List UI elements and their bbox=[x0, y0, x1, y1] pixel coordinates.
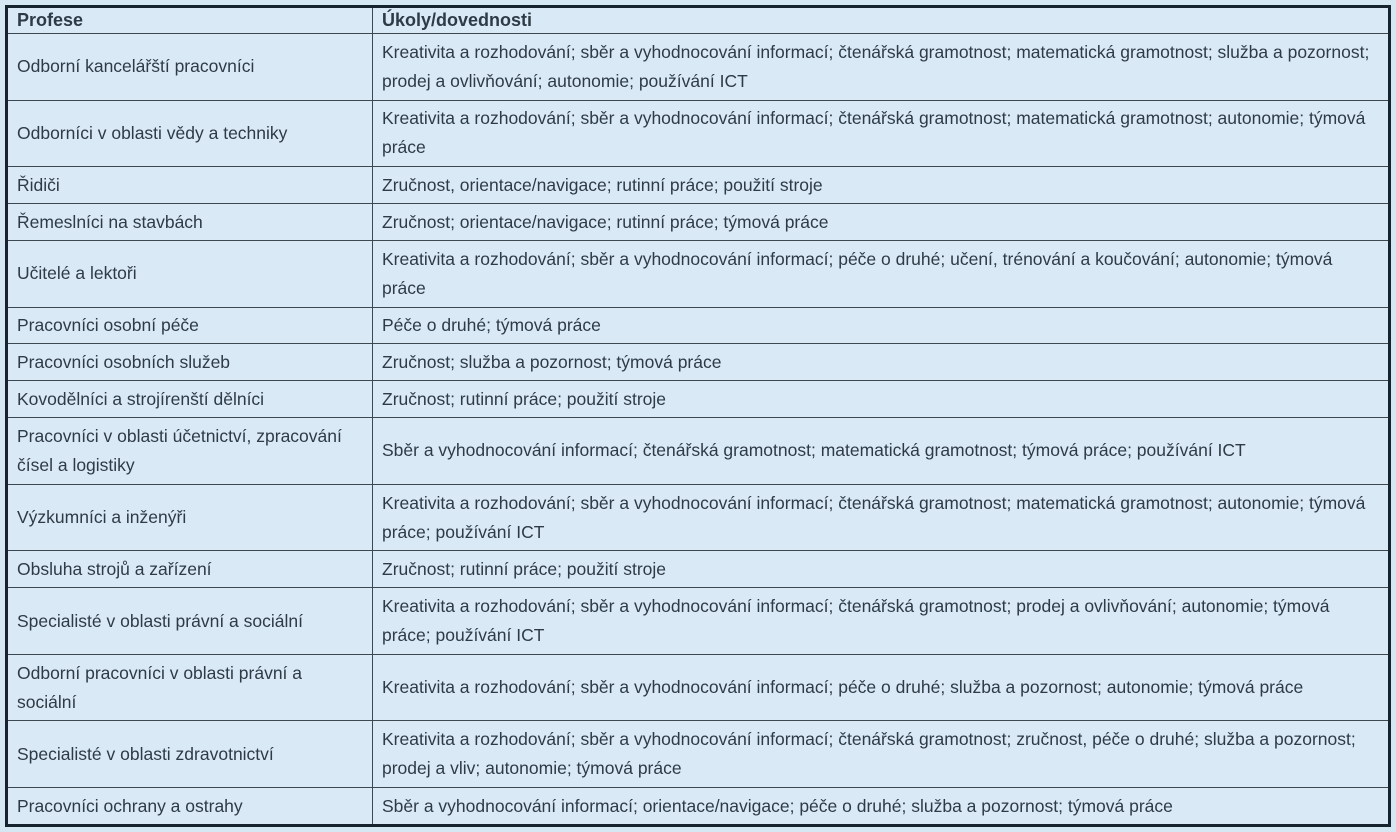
table-row bbox=[7, 204, 1390, 241]
tasks-skills-cell: Sběr a vyhodnocování informací; čtenářská gramotnost; matematická gramotnost; týmová práce; používání ICT bbox=[373, 418, 1390, 485]
column-header-ukoly: Úkoly/dovednosti bbox=[373, 7, 1390, 34]
table-row bbox=[7, 654, 1390, 721]
profession-cell: Odborní kancelářští pracovníci bbox=[7, 34, 373, 101]
professions-skills-table bbox=[5, 5, 1391, 827]
table-row bbox=[7, 34, 1390, 101]
table-row bbox=[7, 240, 1390, 307]
tasks-skills-cell: Péče o druhé; týmová práce bbox=[373, 307, 1390, 344]
tasks-skills-cell: Kreativita a rozhodování; sběr a vyhodnocování informací; čtenářská gramotnost; matematická gramotnost; autonomie; týmová práce; používání ICT bbox=[373, 484, 1390, 551]
tasks-skills-cell: Zručnost; rutinní práce; použití stroje bbox=[373, 551, 1390, 588]
profession-cell: Pracovníci v oblasti účetnictví, zpracování čísel a logistiky bbox=[7, 418, 373, 485]
tasks-skills-cell: Kreativita a rozhodování; sběr a vyhodnocování informací; čtenářská gramotnost; matematická gramotnost; autonomie; týmová práce bbox=[373, 100, 1390, 167]
profession-cell: Odborní pracovníci v oblasti právní a sociální bbox=[7, 654, 373, 721]
profession-cell: Pracovníci osobních služeb bbox=[7, 344, 373, 381]
profession-cell: Specialisté v oblasti zdravotnictví bbox=[7, 721, 373, 788]
table-row bbox=[7, 307, 1390, 344]
tasks-skills-cell: Zručnost; orientace/navigace; rutinní práce; týmová práce bbox=[373, 204, 1390, 241]
tasks-skills-cell: Kreativita a rozhodování; sběr a vyhodnocování informací; péče o druhé; služba a pozornost; autonomie; týmová práce bbox=[373, 654, 1390, 721]
profession-cell: Řemeslníci na stavbách bbox=[7, 204, 373, 241]
profession-cell: Pracovníci osobní péče bbox=[7, 307, 373, 344]
tasks-skills-cell: Kreativita a rozhodování; sběr a vyhodnocování informací; čtenářská gramotnost; matematická gramotnost; služba a pozornost; prodej a ovlivňování; autonomie; používání ICT bbox=[373, 34, 1390, 101]
table-row bbox=[7, 167, 1390, 204]
table-row bbox=[7, 721, 1390, 788]
table-row bbox=[7, 344, 1390, 381]
profession-cell: Řidiči bbox=[7, 167, 373, 204]
table-row bbox=[7, 100, 1390, 167]
profession-cell: Specialisté v oblasti právní a sociální bbox=[7, 588, 373, 655]
tasks-skills-cell: Zručnost; služba a pozornost; týmová práce bbox=[373, 344, 1390, 381]
profession-cell: Kovodělníci a strojírenští dělníci bbox=[7, 381, 373, 418]
column-header-profese: Profese bbox=[7, 7, 373, 34]
table-row bbox=[7, 788, 1390, 826]
profession-cell: Odborníci v oblasti vědy a techniky bbox=[7, 100, 373, 167]
profession-cell: Výzkumníci a inženýři bbox=[7, 484, 373, 551]
tasks-skills-cell: Kreativita a rozhodování; sběr a vyhodnocování informací; čtenářská gramotnost; prodej a ovlivňování; autonomie; týmová práce; používání ICT bbox=[373, 588, 1390, 655]
table-row bbox=[7, 588, 1390, 655]
profession-cell: Pracovníci ochrany a ostrahy bbox=[7, 788, 373, 826]
table-row bbox=[7, 551, 1390, 588]
tasks-skills-cell: Zručnost, orientace/navigace; rutinní práce; použití stroje bbox=[373, 167, 1390, 204]
profession-cell: Obsluha strojů a zařízení bbox=[7, 551, 373, 588]
table-body bbox=[7, 34, 1390, 826]
table-row bbox=[7, 418, 1390, 485]
table-row bbox=[7, 484, 1390, 551]
header-row bbox=[7, 7, 1390, 34]
tasks-skills-cell: Zručnost; rutinní práce; použití stroje bbox=[373, 381, 1390, 418]
tasks-skills-cell: Kreativita a rozhodování; sběr a vyhodnocování informací; čtenářská gramotnost; zručnost, péče o druhé; služba a pozornost; prodej a vliv; autonomie; týmová práce bbox=[373, 721, 1390, 788]
profession-cell: Učitelé a lektoři bbox=[7, 240, 373, 307]
table-row bbox=[7, 381, 1390, 418]
tasks-skills-cell: Kreativita a rozhodování; sběr a vyhodnocování informací; péče o druhé; učení, trénování a koučování; autonomie; týmová práce bbox=[373, 240, 1390, 307]
tasks-skills-cell: Sběr a vyhodnocování informací; orientace/navigace; péče o druhé; služba a pozornost; týmová práce bbox=[373, 788, 1390, 826]
